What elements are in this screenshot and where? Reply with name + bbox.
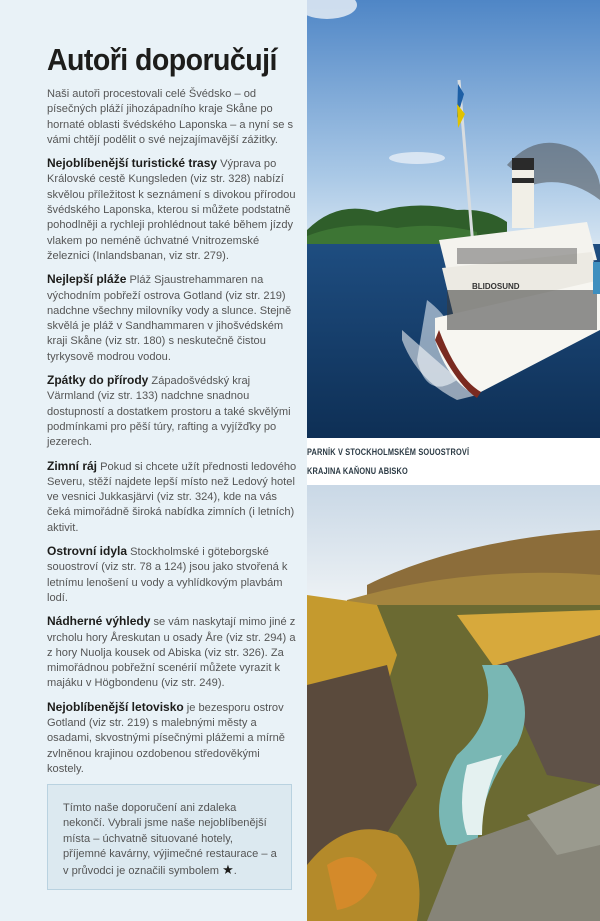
recommendation-list [47,156,297,777]
recommendation-item: Zpátky do přírody Západošvédský kraj Värmland (viz str. 133) nadchne snadnou dostupností a dostatkem prostoru a také skvělými podmínkami pro pěší túry, rafting a vyjížďky po jezerech. [47,373,291,449]
recommendation-item: Ostrovní idyla Stockholmské i göteborgské souostroví (viz str. 78 a 124) jsou jako stvořená k letnímu lenošení u vody a vyhlídkovým plavbám lodí. [47,544,288,604]
tip-box: Tímto naše doporučení ani zdaleka nekončí. Vybrali jsme naše nejoblíbenější místa – úchvatně situované hotely, příjemné kavárny, výjimečné restaurace – a v průvodci je označili symbolem ★. [47,784,292,890]
recommendation-item: Zimní ráj Pokud si chcete užít přednosti ledového Severu, stěží najdete lepší místo než Ledový hotel ve vesnici Jukkasjärvi (viz str. 324), kde na vás čeká mimořádně široká nabídka zimních (i letních) aktivit. [47,458,297,534]
recommendation-item: Nejoblíbenější turistické trasy Výprava po Královské cestě Kungsleden (viz str. 328) nabízí skvělou příležitost k seznámení s divokou přírodou švédského Laponska, kterou si můžete podstatně pohodlněji a rychleji prohlédnout také během jízdy vlakem po neméně úchvatné Vnitrozemské železnici (Inlandsbanan, viz str. 279). [47,156,296,262]
boat-name-label: BLIDOSUND [472,282,520,291]
steamboat-photo [307,0,600,438]
recommendation-item: Nádherné výhledy se vám naskytají mimo jiné z vrcholu hory Åreskutan u osady Åre (viz str. 294) a z hory Nuolja kousek od Abiska (viz str. 326). Za mimořádnou pobřežní scenérií můžete vyrazit k majáku v Högbondenu (viz str. 249). [47,614,296,690]
intro-paragraph: Naši autoři procestovali celé Švédsko – od písečných pláží jihozápadního kraje Skåne po hornaté oblasti švédského Laponska – a nyní se s vámi chtějí podělit o své nejzajímavější zážitky. [47,88,294,146]
page-title: Autoři doporučují [47,42,277,77]
recommendation-item: Nejlepší pláže Pláž Sjaustrehammaren na východním pobřeží ostrova Gotland (viz str. 219) nadchne všechny milovníky vody a slunce. Stejně skvělá je pláž v Sandhammaren v jihošvédském kraji Skåne (viz str. 180) s neskutečně čistou tyrkysově modrou vodou. [47,272,292,363]
recommendation-item: Nejoblíbenější letovisko je bezesporu ostrov Gotland (viz str. 219) s malebnými městy a osadami, skvostnými písečnými plážemi a mírně zvlněnou krajinou ozdobenou středověkými kostely. [47,699,285,775]
photo1-caption: PARNÍK V STOCKHOLMSKÉM SOUOSTROVÍ [307,447,470,457]
star-icon: ★ [222,862,234,878]
canyon-photo [307,485,600,921]
edge-tab-marker [593,262,600,294]
photo-column [307,0,600,921]
photo2-caption: KRAJINA KAŇONU ABISKO [307,466,408,476]
